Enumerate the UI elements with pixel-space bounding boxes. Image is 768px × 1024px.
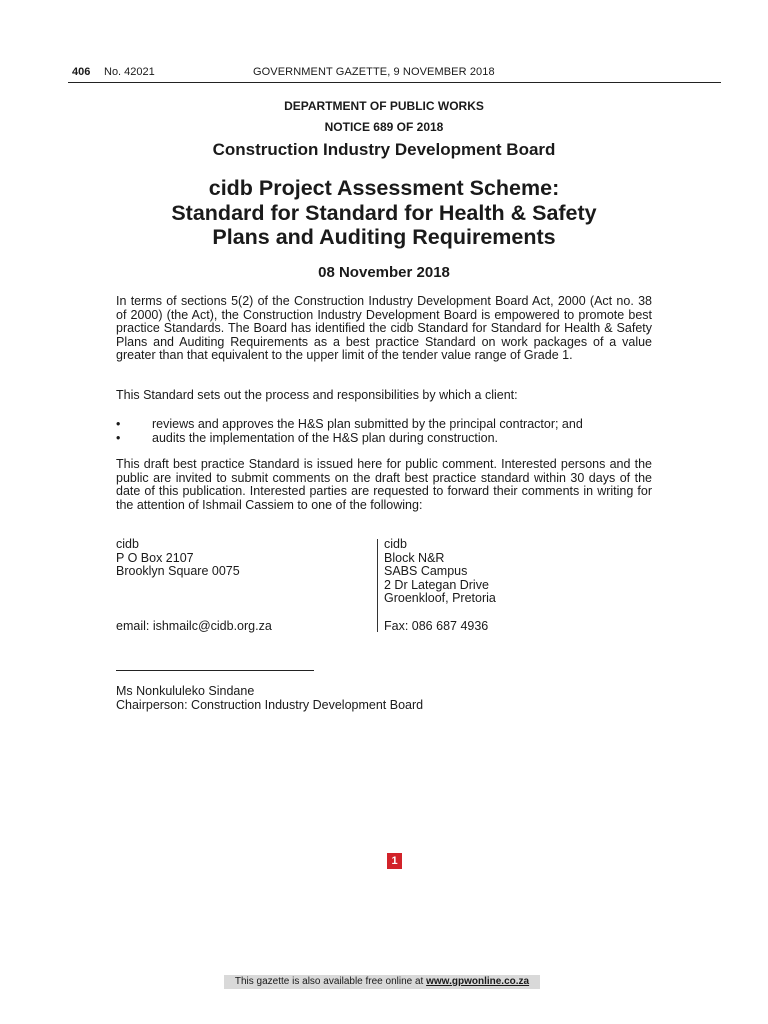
title-line: cidb Project Assessment Scheme: [208, 176, 560, 200]
signatory-block [116, 685, 423, 712]
signatory-name: Ms Nonkululeko Sindane [116, 684, 255, 698]
page-badge: 1 [387, 853, 402, 869]
physical-address [384, 538, 496, 606]
footer-link[interactable]: www.gpwonline.co.za [426, 976, 530, 987]
list-item-text: audits the implementation of the H&S plan during construction. [152, 431, 499, 445]
list-item [116, 431, 656, 445]
address-line: cidb [384, 537, 407, 551]
list-item [116, 417, 656, 431]
footer-text: This gazette is also available free online at [234, 976, 427, 987]
title-line: Plans and Auditing Requirements [212, 225, 556, 249]
postal-address [116, 538, 240, 579]
board-name: Construction Industry Development Board [212, 140, 556, 159]
contact-fax: Fax: 086 687 4936 [384, 619, 489, 633]
header-rule [68, 82, 721, 83]
comment-paragraph: This draft best practice Standard is issued here for public comment. Interested persons and the public are invited to submit comments on the draft best practice standard within 30 days of the date of this publication. Interested parties are requested to forward their comments in writing for the attention of Ishmail Cassiem to one of the following: [116, 457, 652, 512]
address-line: cidb [116, 537, 139, 551]
bullet-icon: • [116, 431, 121, 445]
address-line: SABS Campus [384, 564, 468, 579]
issue-number: No. 42021 [104, 66, 155, 78]
signatory-role: Chairperson: Construction Industry Development Board [116, 697, 424, 712]
document-title [48, 176, 720, 250]
address-line: P O Box 2107 [116, 550, 194, 565]
gazette-title: GOVERNMENT GAZETTE, 9 NOVEMBER 2018 [253, 66, 495, 78]
address-line: Brooklyn Square 0075 [116, 564, 240, 579]
address-line: Groenkloof, Pretoria [384, 591, 496, 606]
contact-email: email: ishmailc@cidb.org.za [116, 619, 272, 633]
notice-number: NOTICE 689 OF 2018 [324, 120, 444, 134]
title-line: Standard for Standard for Health & Safety [171, 200, 597, 225]
address-line: Block N&R [384, 550, 445, 565]
intro-paragraph: In terms of sections 5(2) of the Construction Industry Development Board Act, 2000 (Act no. 38 of 2000) (the Act), the Construction Industry Development Board is empowered to promote best practice Standards. The Board has identified the cidb Standard for Standard for Health & Safety Plans and Auditing Requirements as a best practice Standard on work packages of a value greater than that equivalent to the upper limit of the tender value range of Grade 1. [116, 294, 652, 363]
document-date: 08 November 2018 [318, 264, 450, 281]
page-number: 406 [72, 66, 91, 78]
footer-banner [224, 975, 540, 989]
department-heading: DEPARTMENT OF PUBLIC WORKS [284, 99, 484, 113]
signature-line [116, 670, 314, 671]
bullet-list [116, 417, 656, 445]
bullet-icon: • [116, 417, 121, 431]
list-item-text: reviews and approves the H&S plan submitted by the principal contractor; and [152, 417, 583, 431]
scope-paragraph: This Standard sets out the process and responsibilities by which a client: [116, 388, 518, 402]
address-line: 2 Dr Lategan Drive [384, 577, 489, 592]
column-divider [377, 539, 378, 632]
